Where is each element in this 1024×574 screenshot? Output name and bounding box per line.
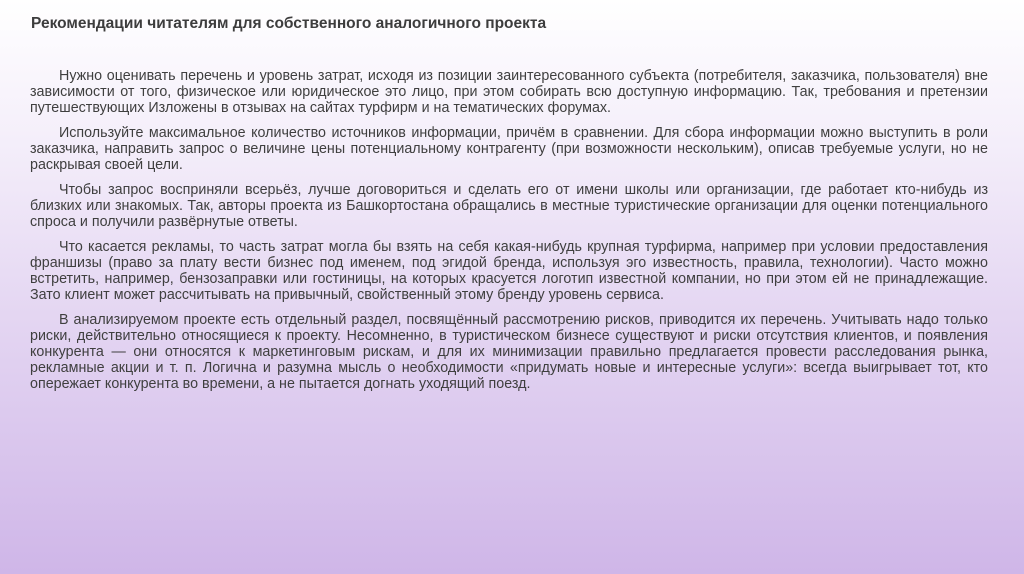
slide-body (30, 68, 988, 401)
paragraph-request-credibility: Чтобы запрос восприняли всерьёз, лучше договориться и сделать его от имени школы или организации, где работает кто-нибудь из близких или знакомых. Так, авторы проекта из Башкортостана обращались в местные туристические организации для оценки потенциального спроса и получили развёрнутые ответы. (30, 182, 988, 230)
slide-title: Рекомендации читателям для собственного аналогичного проекта (31, 15, 547, 32)
paragraph-cost-assessment: Нужно оценивать перечень и уровень затрат, исходя из позиции заинтересованного субъекта (потребителя, заказчика, пользователя) вне зависимости от того, физическое или юридическое это лицо, при этом собирать всю доступную информацию. Так, требования и претензии путешествующих Изложены в отзывах на сайтах турфирм и на тематических форумах. (30, 68, 988, 116)
paragraph-advertising-franchise: Что касается рекламы, то часть затрат могла бы взять на себя какая-нибудь крупная турфирма, например при условии предоставления франшизы (право за плату вести бизнес под именем, под эгидой бренда, используя эго известность, правила, технологии). Часто можно встретить, например, бензозаправки или гостиницы, на которых красуется логотип известной компании, но при этом ей не принадлежащие. Зато клиент может рассчитывать на привычный, свойственный этому бренду уровень сервиса. (30, 239, 988, 303)
paragraph-risk-analysis: В анализируемом проекте есть отдельный раздел, посвящённый рассмотрению рисков, приводится их перечень. Учитывать надо только риски, действительно относящиеся к проекту. Несомненно, в туристическом бизнесе существуют и риски отсутствия клиентов, и появления конкурента — они относятся к маркетинговым рискам, и для их минимизации правильно предлагается провести расследования рынка, рекламные акции и т. п. Логична и разумна мысль о необходимости «придумать новые и интересные услуги»: всегда выигрывает тот, кто опережает конкурента во времени, а не пытается догнать уходящий поезд. (30, 312, 988, 392)
paragraph-information-sources: Используйте максимальное количество источников информации, причём в сравнении. Для сбора информации можно выступить в роли заказчика, направить запрос о величине цены потенциальному контрагенту (при возможности нескольким), описав требуемые услуги, но не раскрывая своей цели. (30, 125, 988, 173)
